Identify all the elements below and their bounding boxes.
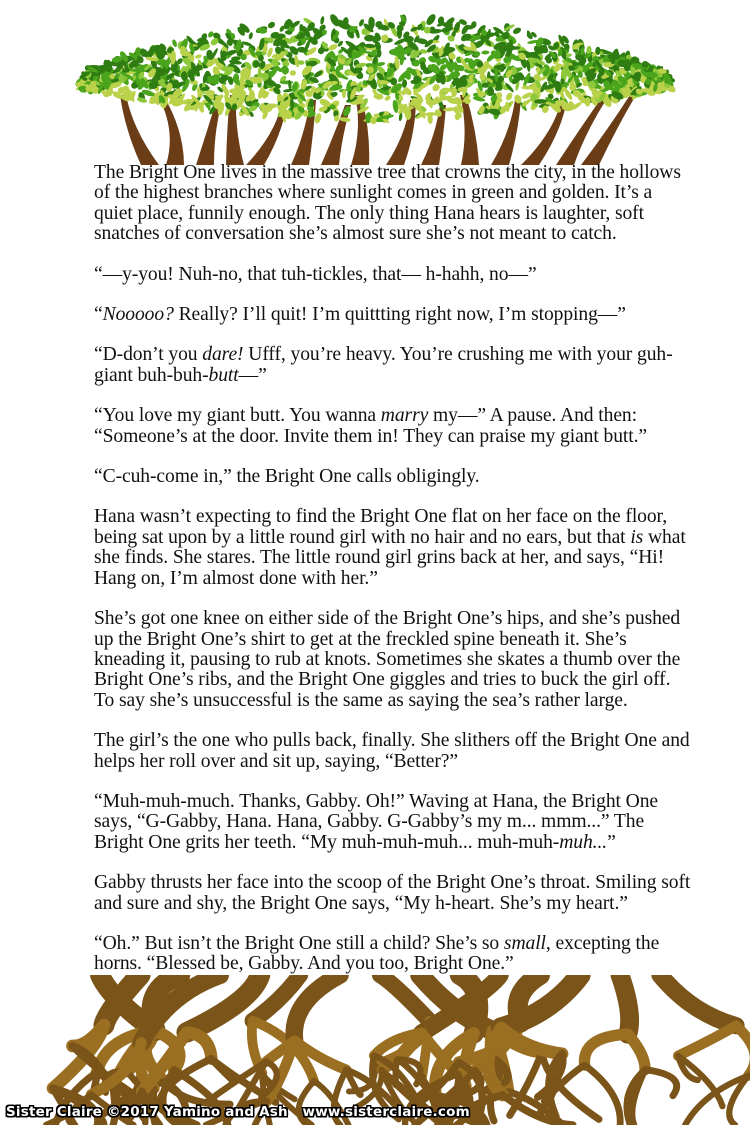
root-tendril xyxy=(501,1028,562,1054)
paragraph-text: The Bright One lives in the massive tree that crowns the city, in the hollows of the highest branches where sunlight comes in green and golden. It’s a quiet place, funnily enough. The only thing Hana hears is laughter, soft snatches of conversation she’s almost sure she’s not meant to catch. xyxy=(94,162,681,245)
leaf xyxy=(320,16,325,25)
story-paragraph xyxy=(94,305,694,325)
emphasis-text: small xyxy=(503,932,546,954)
story-paragraph xyxy=(94,265,694,285)
story-paragraph xyxy=(94,792,694,853)
story-paragraph xyxy=(94,609,694,711)
story-paragraph xyxy=(94,163,694,245)
leaf xyxy=(194,54,202,60)
paragraph-text: “D-don’t you xyxy=(94,344,203,366)
leaf xyxy=(505,92,514,102)
leaf xyxy=(481,50,489,54)
trunk-branch xyxy=(196,105,221,165)
story-paragraph xyxy=(94,507,694,589)
emphasis-text: Nooooo? xyxy=(102,304,174,326)
root-tendril xyxy=(584,1034,627,1065)
tree-foliage xyxy=(74,13,678,125)
paragraph-text: —” xyxy=(238,364,267,386)
paragraph-text: ” xyxy=(607,831,616,853)
emphasis-text: butt xyxy=(208,364,239,386)
story-paragraph xyxy=(94,934,694,975)
tree-roots xyxy=(46,975,750,1125)
root-tendril xyxy=(660,975,736,1026)
trunk-branch xyxy=(120,95,159,165)
paragraph-text: She’s got one knee on either side of the Bright One’s hips, and she’s pushed up the Bright One’s shirt to get at the freckled spine beneath it. She’s kneading it, pausing to rub at knots. Sometimes she skates a thumb over the Bright One’s ribs, and the Bright One giggles and tries to buck the girl off. To say she’s unsuccessful is the same as saying the sea’s rather large. xyxy=(94,608,681,711)
story-paragraph xyxy=(94,467,694,487)
paragraph-text: “ xyxy=(94,304,103,326)
root-tendril xyxy=(736,1026,750,1076)
paragraph-text: , excepting the horns. “Blessed be, Gabby. And you too, Bright One.” xyxy=(94,932,660,975)
leaf xyxy=(221,66,234,72)
root-tendril xyxy=(628,1034,645,1069)
tree-roots-illustration xyxy=(0,975,750,1125)
leaf xyxy=(171,39,178,48)
root-tendril xyxy=(685,1076,748,1125)
trunk-branch xyxy=(460,95,479,165)
paragraph-text: Ufff, you’re heavy. You’re crushing me with your guh-giant buh-buh- xyxy=(94,344,673,386)
emphasis-text: is xyxy=(630,526,644,548)
trunk-branch xyxy=(160,100,184,165)
footer-credit xyxy=(6,1104,470,1120)
story-paragraph xyxy=(94,731,694,772)
paragraph-text: Really? I’ll quit! I’m quittting right now, I’m stopping—” xyxy=(173,304,626,326)
leaf xyxy=(512,26,522,35)
emphasis-text: dare! xyxy=(202,344,244,366)
story-text xyxy=(94,163,694,995)
paragraph-text: Hana wasn’t expecting to find the Bright One flat on her face on the floor, being sat upon by a little round girl with no hair and no ears, but that xyxy=(94,506,667,548)
trunk-branch xyxy=(351,95,369,165)
paragraph-text: “C-cuh-come in,” the Bright One calls obligingly. xyxy=(94,466,480,488)
emphasis-text: marry xyxy=(380,405,429,427)
paragraph-text: Gabby thrusts her face into the scoop of the Bright One’s throat. Smiling soft and sure and shy, the Bright One says, “My h-heart. She’s my heart.” xyxy=(94,872,691,914)
leaf xyxy=(248,32,253,40)
story-paragraph xyxy=(94,345,694,386)
root-tendril xyxy=(645,1070,677,1096)
story-paragraph xyxy=(94,873,694,914)
leaf xyxy=(267,21,277,30)
emphasis-text: muh... xyxy=(559,831,608,853)
leaf xyxy=(290,70,296,75)
story-paragraph xyxy=(94,406,694,447)
leaf xyxy=(280,64,290,75)
leaf xyxy=(384,95,392,102)
tree-canopy-illustration xyxy=(0,0,750,165)
root-tendril xyxy=(620,975,630,1034)
copyright-text: Sister Claire ©2017 Yamino and Ash xyxy=(6,1104,288,1120)
site-url: www.sisterclaire.com xyxy=(302,1104,470,1120)
paragraph-text: my—” A pause. And then: “Someone’s at the door. Invite them in! They can praise my giant butt.” xyxy=(94,405,647,447)
paragraph-text: “You love my giant butt. You wanna xyxy=(94,405,381,427)
paragraph-text: The girl’s the one who pulls back, finally. She slithers off the Bright One and helps her roll over and sit up, saying, “Better?” xyxy=(94,730,690,772)
leaf xyxy=(327,43,338,52)
paragraph-text: what she finds. She stares. The little round girl grins back at her, and says, “Hi! Hang on, I’m almost done with her.” xyxy=(94,526,686,589)
leaf xyxy=(521,98,532,108)
paragraph-text: “Oh.” But isn’t the Bright One still a child? She’s so xyxy=(94,932,504,954)
root-tendril xyxy=(678,1026,736,1056)
trunk-branch xyxy=(246,110,286,165)
leaf xyxy=(397,27,402,39)
trunk-branch xyxy=(521,105,566,165)
leaf xyxy=(425,13,438,27)
leaf xyxy=(425,112,436,116)
paragraph-text: “Muh-muh-much. Thanks, Gabby. Oh!” Waving at Hana, the Bright One says, “G-Gabby, Hana. Hana, Gabby. G-Gabby’s my m... mmm...” The Bright One grits her teeth. “My muh-muh-muh... muh-muh- xyxy=(94,790,659,853)
paragraph-text: “—y-you! Nuh-no, that tuh-tickles, that— h-hahh, no—” xyxy=(94,263,537,285)
